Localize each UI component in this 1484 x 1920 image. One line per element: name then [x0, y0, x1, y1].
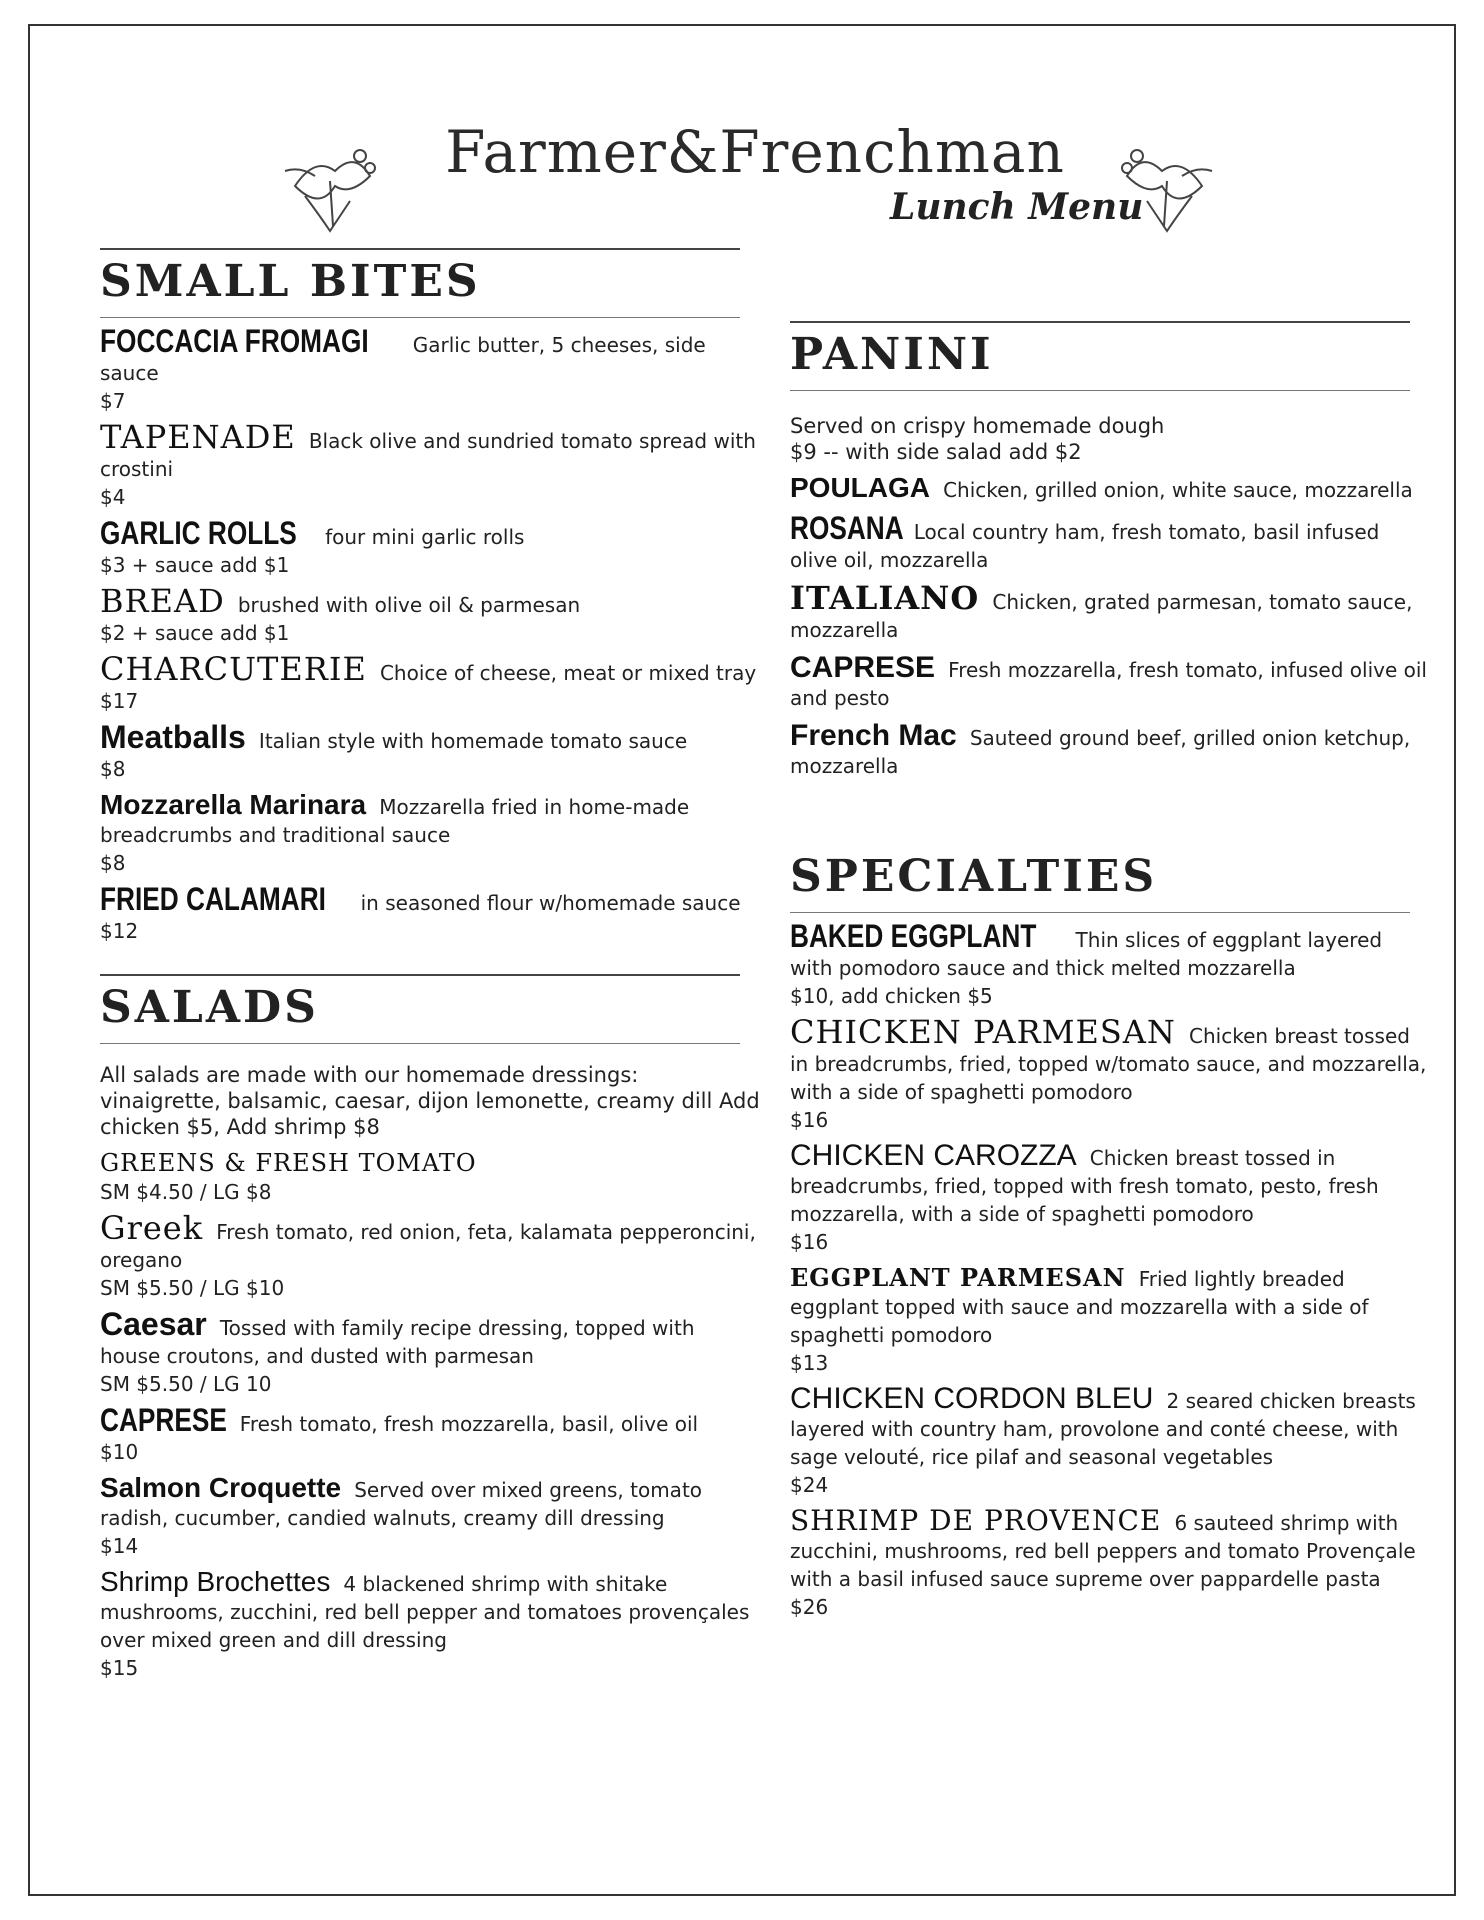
item-price: $7 [100, 389, 126, 413]
item-name: French Mac [790, 719, 957, 752]
item-name: FRIED CALAMARI [100, 881, 326, 917]
section-title: SALADS [100, 982, 319, 1033]
item-desc: Chicken, grated parmesan, tomato sauce, mozzarella [790, 590, 1413, 642]
item-name: GREENS & FRESH TOMATO [100, 1149, 477, 1177]
menu-item [100, 1402, 760, 1465]
item-desc: Garlic butter, 5 cheeses, side sauce [100, 333, 706, 385]
menu-item [790, 1382, 1430, 1498]
item-name: CHICKEN CAROZZA [790, 1139, 1077, 1172]
menu-item [790, 579, 1430, 645]
item-desc: Chicken breast tossed in breadcrumbs, fried, topped w/tomato sauce, and mozzarella, with a side of spaghetti pomodoro [790, 1024, 1427, 1104]
right-column [790, 321, 1430, 1642]
item-desc: in seasoned flour w/homemade sauce [360, 891, 741, 915]
divider [790, 390, 1410, 391]
item-price: $16 [790, 1230, 829, 1254]
divider [100, 317, 740, 318]
section-small-bites [100, 248, 760, 944]
grape-leaf-icon [1112, 126, 1222, 236]
menu-item [790, 1265, 1430, 1376]
menu-item [100, 1150, 760, 1205]
panini-intro-line: $9 -- with side salad add $2 [790, 440, 1082, 464]
item-name: POULAGA [790, 472, 930, 503]
menu-item [790, 1504, 1430, 1620]
item-name: TAPENADE [100, 418, 296, 456]
item-name: Shrimp Brochettes [100, 1566, 331, 1597]
item-desc: Thin slices of eggplant layered with pomodoro sauce and thick melted mozzarella [790, 928, 1383, 980]
menu-item [100, 719, 760, 782]
item-desc: Fried lightly breaded eggplant topped with sauce and mozzarella with a side of spaghetti pomodoro [790, 1267, 1369, 1347]
divider [100, 1043, 740, 1044]
item-name: CAPRESE [790, 651, 936, 684]
item-name: ROSANA [790, 510, 904, 546]
item-desc: Italian style with homemade tomato sauce [258, 729, 688, 753]
item-name: FOCCACIA FROMAGI [100, 323, 369, 359]
item-price: SM $5.50 / LG 10 [100, 1372, 272, 1396]
menu-item [100, 1566, 760, 1681]
item-price: $3 + sauce add $1 [100, 553, 290, 577]
item-name: CHICKEN CORDON BLEU [790, 1382, 1154, 1415]
item-price: $10, add chicken $5 [790, 984, 993, 1008]
item-price: SM $4.50 / LG $8 [100, 1180, 272, 1204]
panini-intro [790, 413, 1430, 465]
item-name: SHRIMP DE PROVENCE [790, 1504, 1162, 1537]
item-desc: 6 sauteed shrimp with zucchini, mushrooms, red bell peppers and tomato Provençale with a basil infused sauce supreme over pappardelle pasta [790, 1511, 1416, 1591]
menu-item [100, 418, 760, 510]
item-name: Mozzarella Marinara [100, 789, 367, 820]
item-desc: Chicken breast tossed in breadcrumbs, fried, topped with fresh tomato, pesto, fresh mozzarella, with a side of spaghetti pomodoro [790, 1146, 1379, 1226]
menu-item [100, 1472, 760, 1559]
section-title: SMALL BITES [100, 256, 481, 307]
panini-intro-line: Served on crispy homemade dough [790, 414, 1165, 438]
menu-item [790, 1139, 1430, 1255]
item-price: $10 [100, 1440, 139, 1464]
salads-intro: All salads are made with our homemade dressings: vinaigrette, balsamic, caesar, dijon lemonette, creamy dill Add chicken $5, Add shrimp $8 [100, 1063, 760, 1139]
left-column [100, 248, 760, 1703]
section-specialties [790, 851, 1430, 1620]
item-price: $15 [100, 1656, 139, 1680]
item-desc: Black olive and sundried tomato spread with crostini [100, 429, 756, 481]
divider [100, 974, 740, 976]
grape-leaf-icon [275, 126, 385, 236]
item-desc: Fresh mozzarella, fresh tomato, infused olive oil and pesto [790, 658, 1427, 710]
item-desc: 2 seared chicken breasts layered with country ham, provolone and conté cheese, with sage velouté, rice pilaf and seasonal vegetables [790, 1389, 1416, 1469]
item-name: ITALIANO [790, 579, 980, 617]
item-desc: brushed with olive oil & parmesan [237, 593, 581, 617]
item-name: BAKED EGGPLANT [790, 918, 1037, 954]
item-desc: Choice of cheese, meat or mixed tray [379, 661, 757, 685]
item-price: $8 [100, 851, 126, 875]
item-name: Greek [100, 1209, 204, 1247]
item-price: $8 [100, 757, 126, 781]
item-desc: Tossed with family recipe dressing, topped with house croutons, and dusted with parmesan [100, 1316, 695, 1368]
item-name: EGGPLANT PARMESAN [790, 1263, 1126, 1292]
menu-item [100, 515, 760, 578]
menu-page [28, 24, 1456, 1896]
menu-subtitle: Lunch Menu [890, 186, 1144, 228]
item-price: $12 [100, 919, 139, 943]
menu-item [100, 323, 760, 414]
menu-item [100, 582, 760, 646]
item-name: BREAD [100, 582, 225, 620]
menu-item [100, 1209, 760, 1301]
item-name: CHARCUTERIE [100, 650, 367, 688]
item-desc: Mozzarella fried in home-made breadcrumbs and traditional sauce [100, 795, 690, 847]
item-price: $24 [790, 1473, 829, 1497]
section-title: PANINI [790, 329, 994, 380]
menu-item [790, 918, 1430, 1009]
item-desc: 4 blackened shrimp with shitake mushrooms, zucchini, red bell pepper and tomatoes provençales over mixed green and dill dressing [100, 1572, 750, 1652]
item-desc: Chicken, grilled onion, white sauce, mozzarella [943, 478, 1413, 502]
brand-name: Farmer&Frenchman [445, 118, 1065, 186]
item-name: GARLIC ROLLS [100, 515, 297, 551]
item-desc: Local country ham, fresh tomato, basil infused olive oil, mozzarella [790, 520, 1380, 572]
item-desc: Fresh tomato, red onion, feta, kalamata pepperoncini, oregano [100, 1220, 756, 1272]
divider [100, 248, 740, 250]
item-price: $14 [100, 1534, 139, 1558]
menu-item [790, 510, 1430, 575]
menu-item [790, 719, 1430, 781]
item-price: $2 + sauce add $1 [100, 621, 290, 645]
item-price: $13 [790, 1351, 829, 1375]
menu-item [790, 651, 1430, 713]
item-price: $4 [100, 485, 126, 509]
section-title: SPECIALTIES [790, 851, 1158, 902]
item-price: $17 [100, 689, 139, 713]
divider [790, 321, 1410, 323]
section-panini [790, 321, 1430, 781]
section-salads [100, 974, 760, 1681]
item-name: CAPRESE [100, 1402, 227, 1438]
menu-item [100, 650, 760, 714]
menu-item [790, 1013, 1430, 1133]
divider [790, 912, 1410, 913]
menu-item [790, 472, 1430, 505]
item-price: SM $5.50 / LG $10 [100, 1276, 285, 1300]
header [30, 26, 1454, 246]
item-name: CHICKEN PARMESAN [790, 1013, 1176, 1051]
item-price: $26 [790, 1595, 829, 1619]
item-name: Salmon Croquette [100, 1472, 342, 1503]
item-price: $16 [790, 1108, 829, 1132]
item-desc: Fresh tomato, fresh mozzarella, basil, olive oil [239, 1412, 699, 1436]
menu-item [100, 1306, 760, 1397]
item-name: Caesar [100, 1306, 207, 1342]
menu-item [100, 881, 760, 944]
menu-item [100, 789, 760, 876]
item-desc: Served over mixed greens, tomato radish, cucumber, candied walnuts, creamy dill dressing [100, 1478, 703, 1530]
item-name: Meatballs [100, 719, 246, 755]
item-desc: Sauteed ground beef, grilled onion ketchup, mozzarella [790, 726, 1411, 778]
item-desc: four mini garlic rolls [325, 525, 525, 549]
